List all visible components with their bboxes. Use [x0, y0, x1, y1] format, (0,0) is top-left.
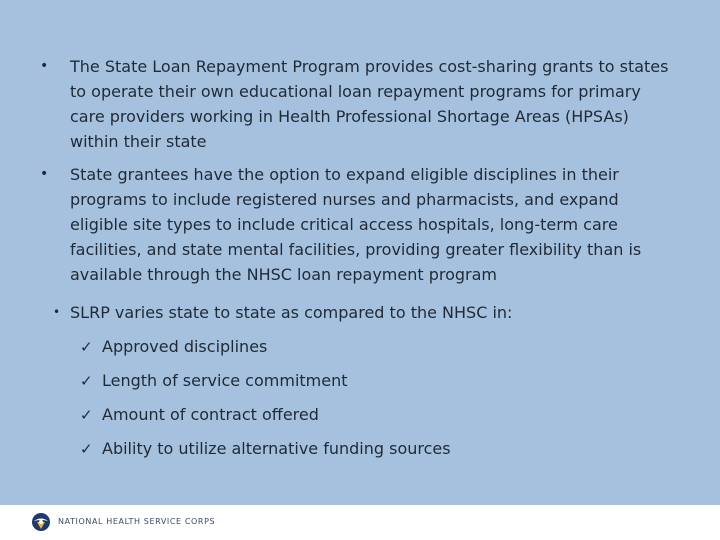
checklist-item: [80, 403, 660, 427]
bullet-item: [40, 54, 680, 154]
nhsc-seal-icon: [31, 512, 51, 532]
bullet-text: State grantees have the option to expand eligible disciplines in their programs to include registered nurses and pharmacists, and expand eligible site types to include critical access hospitals, long-term care facilities, and state mental facilities, providing greater flexibility than is available through the NHSC loan repayment program: [70, 165, 642, 284]
bullet-text: The State Loan Repayment Program provides cost-sharing grants to states to operate their own educational loan repayment programs for primary care providers working in Health Professional Shortage Areas (HPSAs) within their state: [70, 57, 669, 151]
checklist-item-text: Approved disciplines: [102, 337, 268, 356]
comparison-heading: [53, 300, 690, 325]
bullet-marker: •: [53, 305, 61, 319]
checklist-item: [80, 335, 660, 359]
checklist-item: [80, 369, 660, 393]
checkmark-icon: ✓: [80, 406, 93, 424]
footer-bar: [0, 505, 720, 540]
checklist-item-text: Length of service commitment: [102, 371, 348, 390]
checklist-item-text: Amount of contract offered: [102, 405, 319, 424]
checklist-item-text: Ability to utilize alternative funding sources: [102, 439, 451, 458]
bullet-item: [40, 162, 680, 287]
footer-org-name: NATIONAL HEALTH SERVICE CORPS: [58, 517, 216, 526]
checklist-item: [80, 437, 660, 461]
checkmark-icon: ✓: [80, 338, 93, 356]
checkmark-icon: ✓: [80, 440, 93, 458]
checkmark-icon: ✓: [80, 372, 93, 390]
bullet-marker: •: [40, 58, 49, 74]
comparison-heading-text: SLRP varies state to state as compared to the NHSC in:: [70, 303, 513, 322]
bullet-marker: •: [40, 166, 49, 182]
